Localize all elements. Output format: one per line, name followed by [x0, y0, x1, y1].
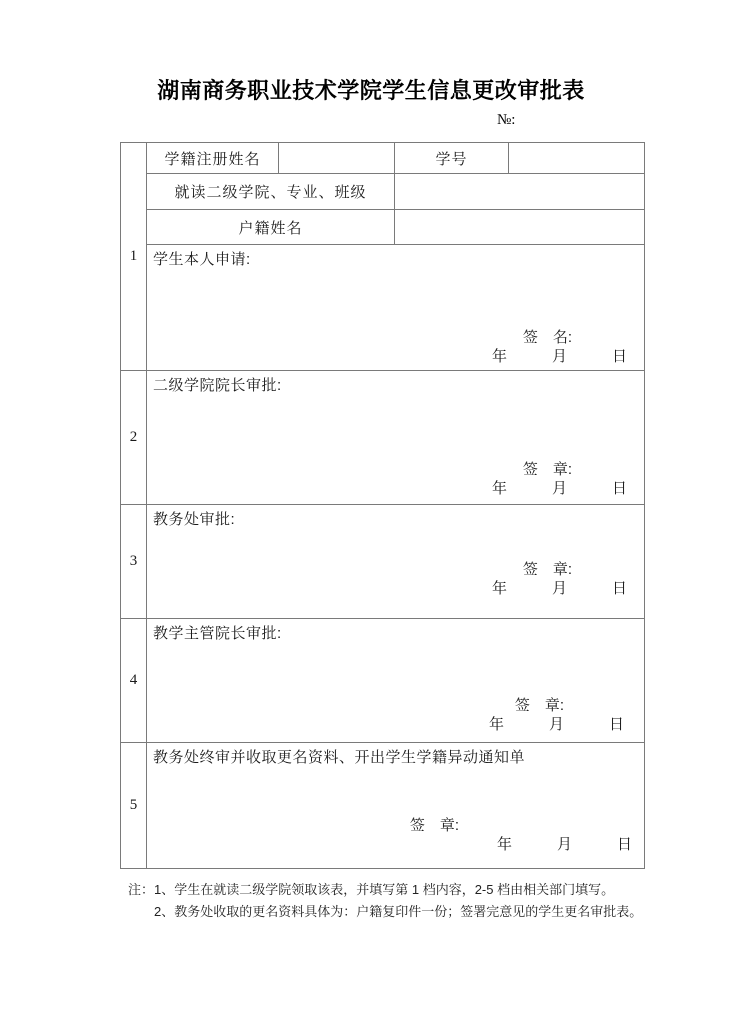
section-3-academic-office-approval	[121, 505, 644, 619]
sign-seal-label: 签 章:	[522, 561, 572, 578]
sign-seal-label: 签 章:	[522, 461, 572, 478]
academic-office-approval-label: 教务处审批:	[153, 511, 236, 528]
sign-name-label: 签 名:	[522, 329, 572, 346]
date-line: 年 月 日	[496, 836, 632, 853]
date-line: 年 月 日	[488, 716, 624, 733]
section-3-number: 3	[121, 505, 147, 618]
teaching-director-approval-block	[147, 619, 644, 742]
header-row-name-id	[147, 143, 644, 174]
serial-number-label: №:	[497, 112, 516, 128]
final-review-block	[147, 743, 644, 868]
section-1-student-application	[121, 143, 644, 371]
date-line: 年 月 日	[491, 348, 627, 365]
header-row-college	[147, 174, 644, 210]
section-4-teaching-director-approval	[121, 619, 644, 743]
sign-seal-label: 签 章:	[409, 817, 459, 834]
footnote-2	[128, 901, 642, 923]
student-application-label: 学生本人申请:	[153, 251, 251, 268]
header-row-household-name	[147, 210, 644, 245]
college-dean-approval-block	[147, 371, 644, 504]
academic-office-approval-block	[147, 505, 644, 618]
registered-name-field	[279, 143, 395, 173]
student-application-block	[147, 245, 644, 370]
page-title: 湖南商务职业技术学院学生信息更改审批表	[157, 78, 585, 103]
college-major-class-label: 就读二级学院、专业、班级	[147, 174, 395, 209]
footnotes	[128, 879, 642, 923]
section-2-number: 2	[121, 371, 147, 504]
signature-area	[147, 328, 644, 366]
signature-area	[147, 696, 644, 734]
signature-area	[147, 560, 644, 598]
date-line: 年 月 日	[491, 480, 627, 497]
section-2-college-dean-approval	[121, 371, 644, 505]
student-id-field	[509, 143, 644, 173]
footnote-1	[128, 879, 642, 901]
household-name-label: 户籍姓名	[147, 210, 395, 244]
household-name-field	[395, 210, 644, 244]
teaching-director-approval-label: 教学主管院长审批:	[153, 625, 282, 642]
signature-area	[147, 460, 644, 498]
student-id-label: 学号	[395, 143, 509, 173]
section-5-final-review	[121, 743, 644, 868]
registered-name-label: 学籍注册姓名	[147, 143, 279, 173]
footnote-prefix: 注：	[128, 882, 155, 897]
sign-seal-label: 签 章:	[514, 697, 564, 714]
footnote-2-text: 2、教务处收取的更名资料具体为：户籍复印件一份；签署完意见的学生更名审批表。	[154, 904, 643, 919]
date-line: 年 月 日	[491, 580, 627, 597]
section-5-number: 5	[121, 743, 147, 868]
footnote-1-text: 1、学生在就读二级学院领取该表，并填写第 1 档内容，2-5 档由相关部门填写。	[154, 882, 615, 897]
college-dean-approval-label: 二级学院院长审批:	[153, 377, 282, 394]
section-1-number: 1	[121, 143, 147, 370]
signature-area	[147, 816, 644, 854]
final-review-label: 教务处终审并收取更名资料、开出学生学籍异动通知单	[153, 749, 526, 766]
approval-form-table	[120, 142, 645, 869]
college-major-class-field	[395, 174, 644, 209]
section-4-number: 4	[121, 619, 147, 742]
